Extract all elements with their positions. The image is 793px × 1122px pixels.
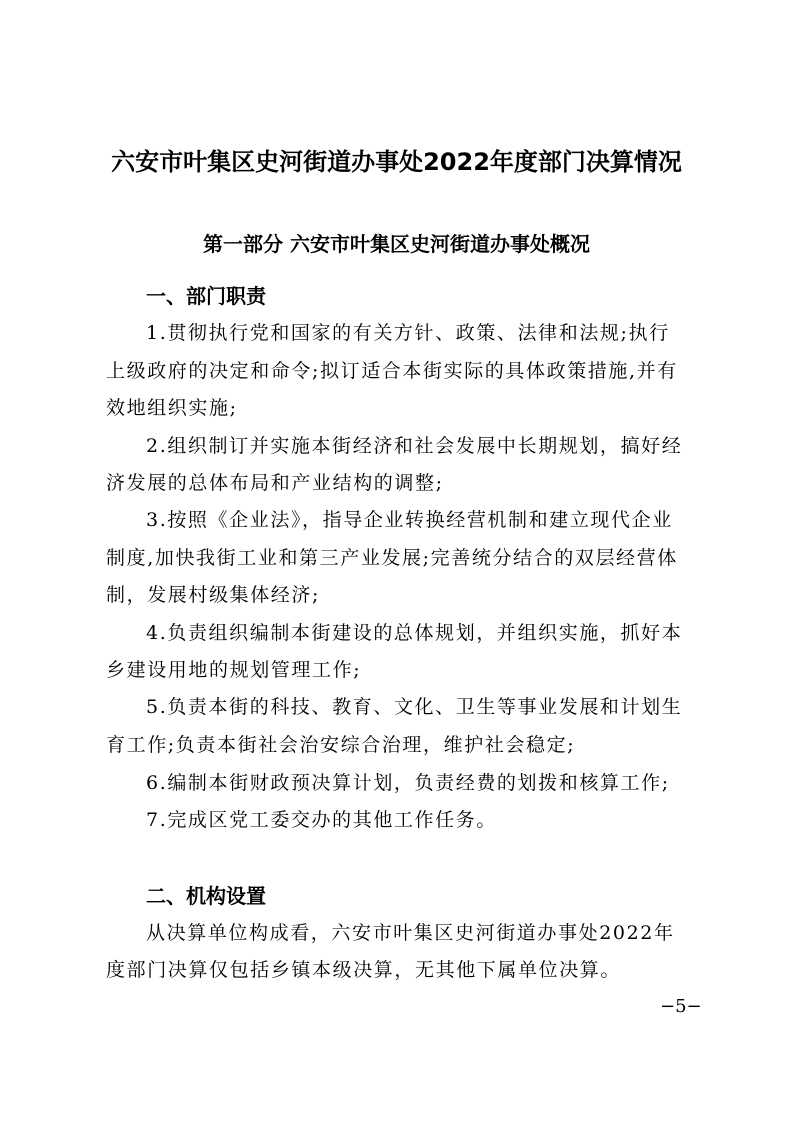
text-line: 3.按照《企业法》，指导企业转换经营机制和建立现代企业 — [146, 509, 673, 531]
text-line: 从决算单位构成看，六安市叶集区史河街道办事处2022年 — [146, 922, 675, 944]
text-line: 济发展的总体布局和产业结构的调整; — [106, 472, 444, 494]
text-line: 4.负责组织编制本街建设的总体规划，并组织实施，抓好本 — [146, 622, 683, 644]
text-line: 6.编制本街财政预决算计划，负责经费的划拨和核算工作; — [146, 772, 670, 794]
text-line: 2.组织制订并实施本街经济和社会发展中长期规划，搞好经 — [146, 435, 683, 457]
text-line: 育工作;负责本街社会治安综合治理，维护社会稳定; — [106, 734, 576, 756]
text-line: 制度,加快我街工业和第三产业发展;完善统分结合的双层经营体 — [106, 547, 678, 569]
text-line: 制，发展村级集体经济; — [106, 584, 321, 606]
text-line: 7.完成区党工委交办的其他工作任务。 — [146, 809, 497, 831]
text-line: 1.贯彻执行党和国家的有关方针、政策、法律和法规;执行 — [146, 322, 670, 344]
part-heading: 第一部分 六安市叶集区史河街道办事处概况 — [203, 232, 590, 256]
text-line: 度部门决算仅包括乡镇本级决算，无其他下属单位决算。 — [106, 959, 622, 981]
text-line: 效地组织实施; — [106, 397, 238, 419]
section2-heading: 二、机构设置 — [146, 884, 266, 908]
text-line: 乡建设用地的规划管理工作; — [106, 659, 362, 681]
text-line: 5.负责本街的科技、教育、文化、卫生等事业发展和计划生 — [146, 696, 683, 718]
document-title: 六安市叶集区史河街道办事处2022年度部门决算情况 — [111, 148, 682, 176]
section1-heading: 一、部门职责 — [146, 284, 266, 308]
page-number: −5− — [660, 996, 702, 1017]
text-line: 上级政府的决定和命令;拟订适合本街实际的具体政策措施,并有 — [106, 360, 678, 382]
